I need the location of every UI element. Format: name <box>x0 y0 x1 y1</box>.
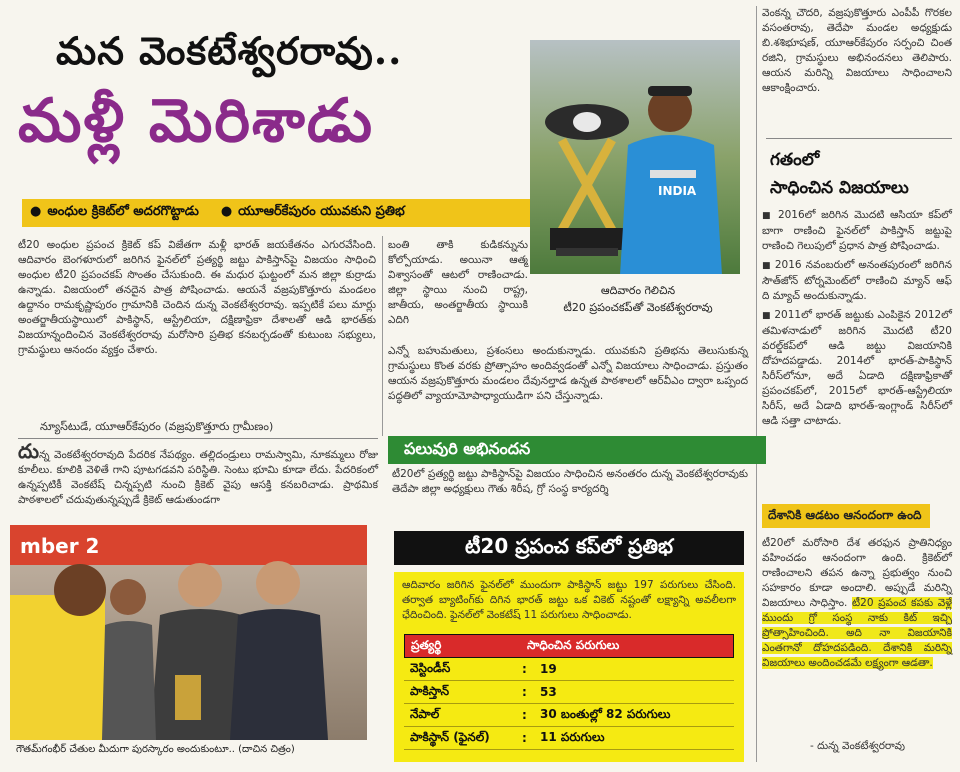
list-item: ■ 2011లో భారత్ జట్టుకు ఎంపికైన 2012లో తమిళనాడులో జరిగిన మొదటి టీ20 వరల్డ్‌కప్‌లో ఆడి జట్టు విజయానికి దోహదపడ్డాడు. 2014లో భారత్-పాకిస్థాన్ సిరీస్‌లోనూ, అదే ఏడాది దక్షిణాఫ్రికాతో ప్రపంచకప్‌లో, 2015లో భారత్-ఆస్ట్రేలియా సిరీస్, అదే ఏడాది భారత్-ఇంగ్లాండ్ సిరీస్‌లో ఆడి సత్తా చాటాడు. <box>762 308 952 429</box>
caption-line: ఆదివారం గెలిచిన <box>600 284 676 297</box>
row-colon: : <box>522 708 527 722</box>
row-team: పాకిస్తాన్ <box>410 683 450 698</box>
header-opponent: ప్రత్యర్థి <box>411 637 442 652</box>
row-runs: 30 బంతుల్లో 82 పరుగులు <box>540 706 671 721</box>
column-divider <box>756 6 757 762</box>
sub-headline-ribbon <box>22 199 530 227</box>
dropcap: దు <box>18 439 40 463</box>
row-team: వెస్టిండీస్ <box>410 660 451 675</box>
table-row <box>404 704 734 727</box>
heading-line: గతంలో <box>770 150 820 170</box>
body-paragraph-3-text: న్న వెంకటేశ్వరరావుది పేదరిక నేపథ్యం. తల్లిదండ్రులు రామస్వామి, నూకమ్మలు రోజు కూలీలు. కూలికి వెళితే గాని పూటగడవని పరిస్థితి. సెంటు భూమి కూడా లేదు. పేదరికంలో ఉన్నప్పటికీ వెంకటేష్ చిన్నప్పటి నుంచి క్రికెట్ వైపు ఆసక్తి కనబరిచాడు. ప్రాథమిక పాఠశాలలో చదువుతున్నప్పుడే క్రికెట్ ఆడుతుండగా <box>18 449 378 506</box>
heading-line: సాధించిన విజయాలు <box>770 178 909 198</box>
row-team: నేపాల్ <box>410 706 440 721</box>
worldcup-heading: టీ20 ప్రపంచ కప్‌లో ప్రతిభ <box>394 531 744 565</box>
row-runs: 11 పరుగులు <box>540 729 605 744</box>
award-photo-caption: గౌతమ్‌గంభీర్ చేతుల మీదుగా పురస్కారం అందుకుంటూ.. (దాచిన చిత్రం) <box>16 744 295 755</box>
row-colon: : <box>522 662 527 676</box>
header-runs: సాధించిన పరుగులు <box>527 637 620 652</box>
player-figure <box>610 70 735 274</box>
divider <box>766 138 952 139</box>
row-team: పాకిస్థాన్ (ఫైనల్) <box>410 729 490 744</box>
headline-line2: మళ్లీ మెరిశాడు <box>18 86 375 156</box>
row-colon: : <box>522 731 527 745</box>
byline: న్యూస్‌టుడే, యూఆర్‌కేపురం (వజ్రపుకొత్తూరు గ్రామీణం) <box>40 420 274 433</box>
body-paragraph-2: ఎన్నో బహుమతులు, ప్రశంసలు అందుకున్నాడు. యువకుని ప్రతిభను తెలుసుకున్న గ్రామస్థులు కొంత వరకు ప్రోత్సాహం అందివ్వడంతో ఎన్నో విజయాలు సాధించాడు. ప్రస్తుతం ఆయన వజ్రపుకొత్తూరు మండలం దేవునల్తాడ ఉన్నత పాఠశాలలో ఆర్‌వీఎం ద్వారా ఒప్పంద పద్ధతిలో వ్యాయామోపాధ్యాయుడిగా పని చేస్తున్నాడు. <box>388 345 748 402</box>
body-paragraph-3 <box>18 439 378 518</box>
table-row <box>404 681 734 704</box>
quote-heading: దేశానికి ఆడటం ఆనందంగా ఉంది <box>762 504 930 528</box>
caption-line: టీ20 ప్రపంచకప్‌తో వెంకటేశ్వరరావు <box>563 301 713 314</box>
table-row <box>404 727 734 750</box>
congratulations-text: టీ20లో ప్రత్యర్థి జట్టు పాకిస్థాన్‌పై విజయం సాధించిన అనంతరం దున్న వెంకటేశ్వరరావుకు తెదేపా జిల్లా అధ్యక్షులు గౌతు శిరీష, గ్రో సంస్థ కార్యదర్శి <box>392 468 748 495</box>
past-wins-heading <box>770 146 950 204</box>
trophy-photo <box>530 40 740 274</box>
worldcup-text: ఆదివారం జరిగిన ఫైనల్‌లో ముందుగా పాకిస్థాన్ జట్టు 197 పరుగులు చేసింది. తర్వాత బ్యాటింగ్‌కు దిగిన భారత్ జట్టు ఒక వికెట్ నష్టంతో లక్ష్యాన్ని అవలీలగా ఛేదించింది. ఫైనల్‌లో వెంకటేష్ 11 పరుగులు సాధించాడు. <box>402 579 736 621</box>
table-row <box>404 658 734 681</box>
quote-signature: - దున్న వెంకటేశ్వరరావు <box>810 740 905 752</box>
divider <box>18 438 378 439</box>
runs-table-header <box>404 634 734 658</box>
list-item: ■ 2016 నవంబరులో అనంతపురంలో జరిగిన సౌత్‌జోన్ టోర్నమెంట్‌లో రాణించి మ్యాన్ ఆఫ్ ది మ్యాచ్ అందుకున్నాడు. <box>762 258 952 304</box>
banner-text: mber 2 <box>20 534 100 558</box>
svg-text:INDIA: INDIA <box>658 184 697 198</box>
award-photo <box>10 525 367 740</box>
trophy-photo-caption <box>538 282 738 318</box>
quote-text-a: టీ20లో మరోసారి దేశ తరఫున ప్రాతినిధ్యం వహించడం ఆనందంగా ఉంది. క్రికెట్‌లో రాణించాలని తపన ఉన్నా ప్రభుత్వం నుంచి సహకారం కూడా అందాలి. అప్పుడే మరిన్ని విజయాలు సాధిస్తాం. <box>762 537 952 609</box>
award-photo-scene <box>10 525 367 740</box>
column-divider <box>382 236 383 436</box>
list-item: ■ 2016లో జరిగిన మొదటి ఆసియా కప్‌లో బాగా రాణించి ఫైనల్‌లో పాకిస్తాన్ జట్టుపై రాణించి గెలుపులో ప్రధాన పాత్ర పోషించాడు. <box>762 208 952 254</box>
past-wins-list <box>762 208 952 492</box>
quote-paragraph <box>762 536 952 732</box>
quote-text-highlight: టీ20 ప్రపంచ కపకు వెళ్లే ముందు గ్రో సంస్థ నాకు కిట్ ఇచ్చి ప్రోత్సాహించింది. అది నా విజయానికి ఎంతగానో దోహదపడింది. దేశానికి మరిన్ని విజయాలు అందించడమే లక్ష్యంగా ఆడతా. <box>762 597 952 669</box>
headline-line1: మన వెంకటేశ్వరరావు.. <box>56 28 403 73</box>
runs-table <box>404 634 734 760</box>
row-colon: : <box>522 685 527 699</box>
side-paragraph: బంతి తాకి కుడికన్నును కోల్పోయాడు. అయినా ఆత్మ విశ్వాసంతో ఆటలో రాణించాడు. జిల్లా స్థాయి నుంచి రాష్ట్ర, జాతీయ, అంతర్జాతీయ స్థాయికి ఎదిగి <box>388 239 528 326</box>
row-runs: 19 <box>540 662 557 676</box>
right-paragraph-1: వెంకన్న చౌదరి, వజ్రపుకొత్తూరు ఎంపీపీ గొరకల వసంతరావు, తెదేపా మండల అధ్యక్షుడు బి.శశిభూషణ్, యూఆర్‌కేపురం సర్పంచి చింత రజిని, గ్రామస్థులు అభినందనలు తెలిపారు. ఆయన మరిన్ని విజయాలు సాధించాలని ఆకాంక్షించారు. <box>762 7 952 94</box>
row-runs: 53 <box>540 685 557 699</box>
ribbon-item-1: ● అంధుల క్రికెట్‌లో అదరగొట్టాడు <box>30 204 199 222</box>
lead-paragraph: టీ20 అంధుల ప్రపంచ క్రికెట్ కప్ విజేతగా మళ్లీ భారత్ జయకేతనం ఎగురవేసింది. ఆదివారం బెంగళూరులో జరిగిన ఫైనల్‌లో ప్రత్యర్థి జట్టు పాకిస్తాన్‌పై విజయం సాధించి అంధుల టీ20 ప్రపంచకప్ సొంతం చేసుకుంది. ఈ మధుర ఘట్టంలో మన జిల్లా కుర్రాడు ఉన్నాడు. విజయంలో తనదైన పాత్ర పోషించాడు. ఆయనే వజ్రపుకొత్తూరు మండలం ఉద్దానం రామకృష్ణాపురం గ్రామానికి చెందిన దున్న వెంకటేశ్వరరావు. ఇప్పటికే పలు మార్లు అంతర్జాతీయస్థాయిలో పాకిస్థాన్, ఆస్ట్రేలియా, దక్షిణాఫ్రికా దేశాలతో ఆడి భారత్‌కు విజయాన్నందించిన వెంకటేశ్వరరావు మరోసారి ప్రతిభ కనబర్చడంతో కుటుంబ సభ్యులు, గ్రామస్థులు ఆనందం వ్యక్తం చేశారు. <box>18 239 376 356</box>
congratulations-heading: పలువురి అభినందన <box>388 436 766 464</box>
ribbon-item-2: ● యూఆర్‌కేపురం యువకుని ప్రతిభ <box>221 204 405 222</box>
